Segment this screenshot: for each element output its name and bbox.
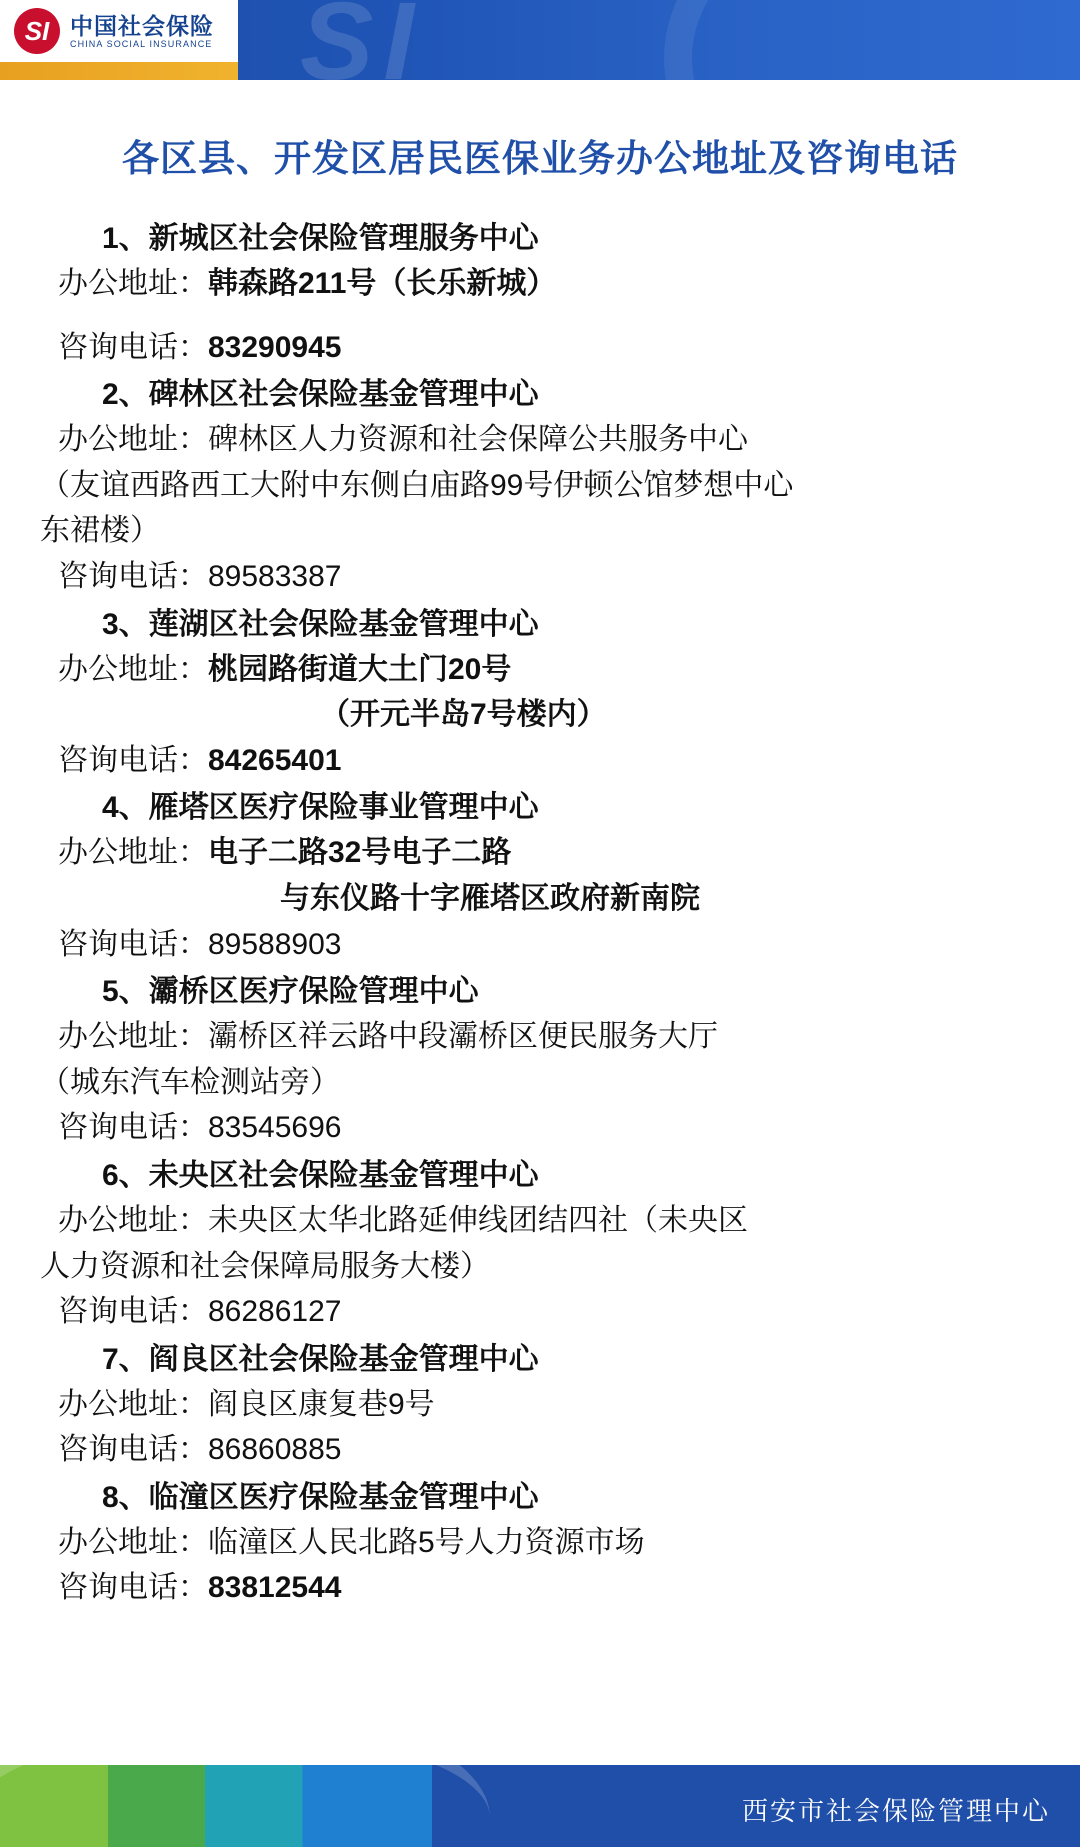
logo [0,0,238,62]
social-insurance-icon: SI [14,8,60,54]
phone-label: 咨询电话： [58,330,208,364]
address-value: 阎良区康复巷9号 [208,1387,435,1421]
phone-value: 86860885 [208,1433,342,1467]
footer-decorative-arc [0,1765,490,1847]
entry-address [40,647,1040,693]
entry-address-cont: 东裙楼） [40,514,160,548]
entry-title: 4、雁塔区医疗保险事业管理中心 [102,791,539,825]
phone-value: 83545696 [208,1111,342,1145]
entry-address-cont: 人力资源和社会保障局服务大楼） [40,1249,490,1283]
phone-value: 89583387 [208,559,342,593]
entry-address-cont: （友谊西路西工大附中东侧白庙路99号伊顿公馆梦想中心 [40,468,794,502]
entry-address [40,1520,1040,1566]
entry-title: 7、阎良区社会保险基金管理中心 [102,1342,539,1376]
entry-address [40,830,1040,876]
page-header [0,0,1080,80]
phone-label: 咨询电话： [58,1295,208,1329]
logo-text [70,13,214,50]
address-value: 电子二路32号电子二路 [208,836,512,870]
list-item [40,969,1040,1151]
phone-label: 咨询电话： [58,1111,208,1145]
phone-label: 咨询电话： [58,1433,208,1467]
entry-address-cont: （城东汽车检测站旁） [40,1065,340,1099]
entry-title: 5、灞桥区医疗保险管理中心 [102,975,479,1009]
phone-value: 83290945 [208,330,342,364]
entry-title: 6、未央区社会保险基金管理中心 [102,1158,539,1192]
entry-phone [40,1289,1040,1335]
entry-phone [40,1427,1040,1473]
entry-address [40,417,1040,463]
entry-phone [40,554,1040,600]
phone-value: 86286127 [208,1295,342,1329]
address-label: 办公地址： [58,423,208,457]
header-watermark: SI [300,0,424,80]
address-label: 办公地址： [58,1525,208,1559]
entry-phone [40,1105,1040,1151]
entry-address-cont: 与东仪路十字雁塔区政府新南院 [280,881,700,915]
page-footer [0,1765,1080,1847]
list-item [40,1153,1040,1335]
address-label: 办公地址： [58,1203,208,1237]
list-item [40,216,1040,370]
address-value: 未央区太华北路延伸线团结四社（未央区 [208,1203,748,1237]
address-value: 临潼区人民北路5号人力资源市场 [208,1525,645,1559]
address-value: 碑林区人力资源和社会保障公共服务中心 [208,423,748,457]
address-label: 办公地址： [58,652,208,686]
footer-org-name: 西安市社会保险管理中心 [741,1796,1050,1826]
entry-title: 3、莲湖区社会保险基金管理中心 [102,607,539,641]
entry-address [40,1382,1040,1428]
phone-value: 89588903 [208,927,342,961]
document-body [0,80,1080,1765]
entry-address [40,1198,1040,1244]
phone-label: 咨询电话： [58,559,208,593]
entry-address [40,261,1040,307]
address-label: 办公地址： [58,1387,208,1421]
logo-title-cn: 中国社会保险 [70,12,214,39]
entry-address-cont: （开元半岛7号楼内） [320,698,607,732]
phone-label: 咨询电话： [58,1571,208,1605]
header-decorative-arc [664,0,1080,80]
address-label: 办公地址： [58,836,208,870]
address-value: 韩森路211号（长乐新城） [208,267,557,300]
list-item [40,602,1040,784]
phone-value: 83812544 [208,1571,342,1605]
entry-title: 2、碑林区社会保险基金管理中心 [102,378,539,412]
logo-title-en: CHINA SOCIAL INSURANCE [70,39,213,50]
entry-phone [40,325,1040,371]
entry-phone [40,1565,1040,1611]
phone-value: 84265401 [208,743,342,777]
entry-phone [40,738,1040,784]
list-item [40,372,1040,599]
address-label: 办公地址： [58,267,208,300]
address-value: 桃园路街道大土门20号 [208,652,512,686]
spacer [40,307,1040,325]
address-label: 办公地址： [58,1020,208,1054]
list-item [40,1475,1040,1611]
entry-title: 1、新城区社会保险管理服务中心 [102,222,539,255]
page-title: 各区县、开发区居民医保业务办公地址及咨询电话 [122,138,958,179]
entry-address [40,1014,1040,1060]
list-item [40,785,1040,967]
entry-phone [40,922,1040,968]
address-value: 灞桥区祥云路中段灞桥区便民服务大厅 [208,1020,718,1054]
phone-label: 咨询电话： [58,927,208,961]
entry-title: 8、临潼区医疗保险基金管理中心 [102,1480,539,1514]
phone-label: 咨询电话： [58,743,208,777]
list-item [40,1337,1040,1473]
